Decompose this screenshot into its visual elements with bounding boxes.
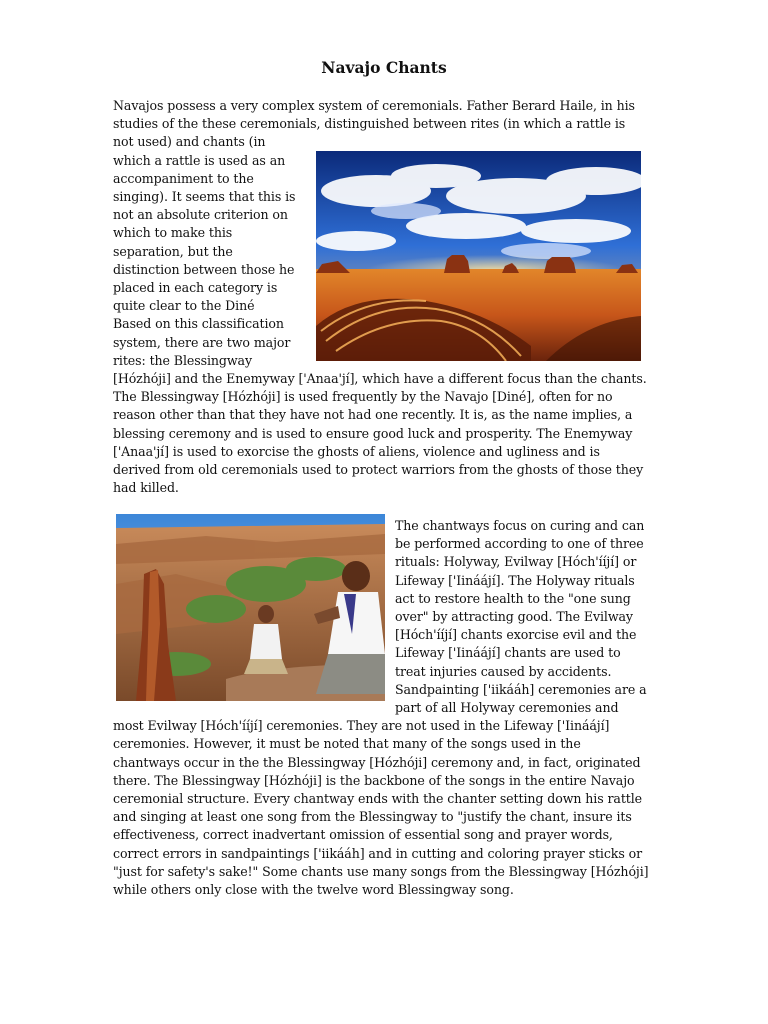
text-line: Based on this classification — [113, 316, 284, 332]
text-line: not an absolute criterion on — [113, 207, 288, 223]
text-line: ceremonies. However, it must be noted that many of the songs used in the — [113, 736, 581, 752]
text-line: act to restore health to the "one sung — [395, 590, 631, 606]
text-line: and singing at least one song from the Blessingway to "justify the chant, insure its — [113, 809, 632, 825]
text-line: rituals: Holyway, Evilway [Hóch'ííjí] or — [395, 554, 637, 570]
text-line: chantways occur in the the Blessingway [Hózhóji] ceremony and, in fact, originated — [113, 754, 641, 770]
text-line: treat injuries caused by accidents. — [395, 663, 612, 679]
text-line: while others only close with the twelve word Blessingway song. — [113, 882, 514, 897]
text-line: studies of the these ceremonials, distinguished between rites (in which a rattle is — [113, 116, 626, 132]
text-line: Lifeway ['Iináájí]. The Holyway rituals — [395, 572, 635, 588]
text-line: had killed. — [113, 480, 179, 496]
text-line: part of all Holyway ceremonies and — [395, 700, 619, 715]
text-line: Navajos possess a very complex system of ceremonials. Father Berard Haile, in his — [113, 98, 635, 113]
text-line: system, there are two major — [113, 334, 291, 350]
text-line: rites: the Blessingway — [113, 352, 252, 368]
text-line: reason other than that they have not had one recently. It is, as the name implies, a — [113, 407, 633, 423]
text-line: over" by attracting good. The Evilway — [395, 609, 633, 624]
text-line: singing). It seems that this is — [113, 189, 296, 204]
text-line: most Evilway [Hóch'ííjí] ceremonies. They are not used in the Lifeway ['Iináájí] — [113, 718, 610, 734]
text-line: derived from old ceremonials used to protect warriors from the ghosts of those they — [113, 462, 644, 477]
monument-valley-photo — [316, 151, 641, 361]
text-line: [Hóch'ííjí] chants exorcise evil and the — [395, 627, 637, 643]
text-line: Sandpainting ['iikááh] ceremonies are a — [395, 681, 647, 697]
text-line: "just for safety's sake!" Some chants use many songs from the Blessingway [Hózhóji] — [113, 863, 649, 879]
text-line: ['Anaa'jí] is used to exorcise the ghosts of aliens, violence and ugliness and is — [113, 443, 600, 459]
text-line: there. The Blessingway [Hózhóji] is the backbone of the songs in the entire Navajo — [113, 772, 635, 788]
text-line: placed in each category is — [113, 280, 278, 295]
text-line: not used) and chants (in — [113, 134, 266, 150]
text-line: quite clear to the Diné — [113, 298, 255, 314]
document-title: Navajo Chants — [321, 58, 447, 77]
text-line: be performed according to one of three — [395, 536, 644, 552]
text-line: accompaniment to the — [113, 170, 254, 186]
canyon-illustration — [116, 514, 385, 701]
text-line: [Hózhóji] and the Enemyway ['Anaa'jí], which have a different focus than the chants. — [113, 371, 647, 386]
canyon-photo — [116, 514, 385, 701]
text-line: Lifeway ['Iináájí] chants are used to — [395, 645, 621, 661]
text-line: effectiveness, correct inadvertant omission of essential song and prayer words, — [113, 827, 613, 843]
text-line: which a rattle is used as an — [113, 152, 286, 168]
text-line: ceremonial structure. Every chantway ends with the chanter setting down his rattle — [113, 791, 643, 806]
monument-valley-illustration — [316, 151, 641, 361]
text-line: blessing ceremony and is used to ensure good luck and prosperity. The Enemyway — [113, 425, 633, 441]
text-line: which to make this — [113, 225, 233, 241]
text-line: separation, but the — [113, 243, 233, 259]
text-line: The chantways focus on curing and can — [395, 518, 645, 533]
text-line: The Blessingway [Hózhóji] is used frequently by the Navajo [Diné], often for no — [113, 389, 613, 405]
text-line: distinction between those he — [113, 261, 295, 277]
text-line: correct errors in sandpaintings ['iikááh] and in cutting and coloring prayer sticks or — [113, 845, 642, 861]
